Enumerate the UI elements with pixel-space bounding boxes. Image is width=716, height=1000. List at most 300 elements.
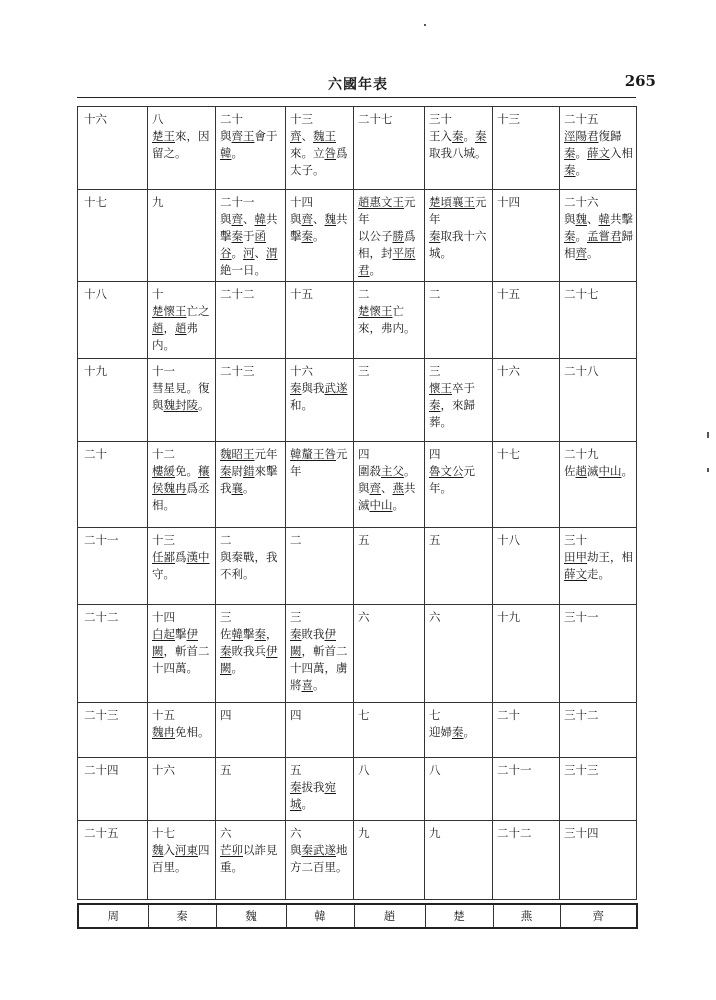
table-cell — [216, 359, 286, 442]
text-segment: 爲相，封 — [358, 229, 416, 260]
proper-name: 渭 — [266, 246, 278, 260]
proper-name: 薛文 — [587, 146, 610, 160]
text-segment: 三十三 — [564, 763, 599, 777]
cell-event-text — [358, 303, 421, 337]
text-segment: 三 — [429, 364, 441, 378]
cell-event-text — [290, 779, 350, 813]
table-cell — [354, 359, 425, 442]
proper-name: 韓 — [598, 212, 610, 226]
cell-event-text — [290, 128, 350, 179]
table-cell — [425, 821, 493, 900]
cell-year-line — [564, 111, 633, 128]
cell-year-line — [290, 825, 350, 842]
zhou-year-cell: 二十 — [78, 442, 148, 528]
text-segment: 、 — [313, 212, 325, 226]
text-segment: 二十二 — [497, 826, 532, 840]
text-segment: 亡來，弗内。 — [358, 304, 416, 335]
cell-year-line — [497, 363, 556, 380]
text-segment: 圍殺 — [358, 464, 381, 478]
cell-event-text — [290, 626, 350, 694]
text-segment: 二十一 — [220, 195, 255, 209]
table-cell — [286, 528, 354, 605]
table-row — [78, 190, 637, 282]
cell-year-line — [497, 762, 556, 779]
cell-year-line — [152, 111, 212, 128]
zhou-year-cell: 十八 — [78, 282, 148, 359]
table-cell — [493, 107, 560, 190]
table-cell — [425, 359, 493, 442]
text-segment: 共擊 — [290, 212, 348, 243]
cell-event-text — [429, 128, 489, 162]
cell-event-text — [429, 380, 489, 431]
cell-year-line — [220, 286, 282, 303]
table-cell — [148, 703, 216, 758]
cell-year-line — [220, 532, 282, 549]
cell-event-text — [220, 463, 282, 497]
text-segment: 二 — [220, 533, 232, 547]
proper-name: 魏冉 — [152, 725, 175, 739]
text-segment: ，斬首二十四萬。 — [152, 644, 210, 675]
cell-year-line — [290, 532, 350, 549]
text-segment: 九 — [358, 826, 370, 840]
text-segment: 四 — [290, 708, 302, 722]
table-cell — [216, 821, 286, 900]
cell-year-line — [290, 446, 350, 480]
cell-event-text — [358, 463, 421, 514]
table-cell — [216, 107, 286, 190]
text-segment: 十九 — [497, 610, 520, 624]
scan-speck — [707, 432, 709, 438]
cell-year-line — [429, 286, 489, 303]
table-cell — [148, 282, 216, 359]
table-cell — [493, 282, 560, 359]
text-segment: 彗星見。復與 — [152, 381, 210, 412]
cell-event-text — [220, 211, 282, 279]
table-cell — [560, 703, 637, 758]
text-segment: 擊 — [175, 627, 187, 641]
cell-year-line — [497, 609, 556, 626]
text-segment: 十三 — [290, 112, 313, 126]
text-segment: 三十 — [429, 112, 452, 126]
text-segment: 十四 — [152, 610, 175, 624]
text-segment: 。 — [313, 678, 325, 692]
header-rule — [77, 97, 636, 98]
text-segment: 。 — [575, 229, 587, 243]
text-segment: 。 — [243, 481, 255, 495]
proper-name: 齊 — [369, 481, 381, 495]
text-segment: ，斬首二十四萬，虜將 — [290, 644, 348, 692]
text-segment: 與 — [220, 129, 232, 143]
table-cell — [354, 821, 425, 900]
text-segment: 七 — [358, 708, 370, 722]
state-footer — [77, 903, 638, 929]
text-segment: 。 — [313, 229, 325, 243]
text-segment: 來，因留之。 — [152, 129, 210, 160]
text-segment: 敗我 — [301, 627, 325, 641]
proper-name: 秦 — [564, 229, 576, 243]
text-segment: 以詐見重。 — [220, 843, 278, 874]
table-cell — [425, 528, 493, 605]
table-cell — [560, 605, 637, 703]
footer-state-zhao: 趙 — [354, 904, 425, 928]
cell-year-line — [497, 194, 556, 211]
proper-name: 秦 — [452, 725, 464, 739]
cell-year-line — [290, 111, 350, 128]
cell-event-text — [429, 228, 489, 262]
text-segment: 擊 — [243, 627, 255, 641]
text-segment: 八 — [429, 763, 441, 777]
table-cell — [354, 190, 425, 282]
proper-name: 齊 — [575, 246, 587, 260]
text-segment: 二十二 — [220, 287, 255, 301]
table-cell — [425, 282, 493, 359]
table-cell — [354, 605, 425, 703]
proper-name: 孟嘗君 — [587, 229, 622, 243]
text-segment: 地方二百里。 — [290, 843, 348, 874]
proper-name: 秦 — [290, 627, 302, 641]
cell-year-line — [497, 825, 556, 842]
table-cell — [286, 442, 354, 528]
table-cell — [286, 758, 354, 821]
text-segment: 三十一 — [564, 610, 599, 624]
text-segment: 以公子 — [358, 229, 393, 243]
text-segment: 二十七 — [564, 287, 599, 301]
text-segment: 滅 — [587, 464, 599, 478]
table-cell — [493, 703, 560, 758]
text-segment: 取我八城。 — [429, 146, 487, 160]
proper-name: 齊 — [290, 129, 302, 143]
proper-name: 函谷 — [220, 229, 266, 260]
footer-state-qin: 秦 — [148, 904, 216, 928]
zhou-year-cell: 二十二 — [78, 605, 148, 703]
text-segment: 二十 — [220, 112, 243, 126]
zhou-year-cell: 十九 — [78, 359, 148, 442]
cell-year-line — [564, 707, 633, 724]
text-segment: 。 — [463, 725, 475, 739]
cell-year-line — [220, 707, 282, 724]
text-segment: 三十二 — [564, 708, 599, 722]
text-segment: 來擊我 — [220, 464, 278, 495]
cell-year-line — [220, 762, 282, 779]
proper-name: 齊王 — [231, 129, 255, 143]
text-segment: 走。 — [587, 567, 610, 581]
cell-year-line — [429, 707, 489, 724]
table-cell — [425, 442, 493, 528]
proper-name: 楚懷王 — [358, 304, 393, 318]
text-segment: 來。立 — [290, 146, 325, 160]
proper-name: 白起 — [152, 627, 175, 641]
text-segment: 。 — [369, 263, 381, 277]
text-segment: 二十九 — [564, 447, 599, 461]
text-segment: 。 — [587, 246, 599, 260]
text-segment: 卒于 — [452, 381, 475, 395]
zhou-year-cell: 十七 — [78, 190, 148, 282]
proper-name: 秦 — [290, 780, 302, 794]
proper-name: 秦 — [475, 129, 487, 143]
proper-name: 韓釐王 — [290, 447, 325, 461]
text-segment: 二十八 — [564, 364, 599, 378]
cell-year-line — [152, 194, 212, 211]
cell-year-line — [152, 825, 212, 842]
cell-event-text — [564, 463, 633, 480]
cell-event-text — [220, 549, 282, 583]
cell-year-line — [290, 194, 350, 211]
table-row — [78, 442, 637, 528]
text-segment: 六 — [358, 610, 370, 624]
cell-year-line — [290, 707, 350, 724]
proper-name: 中山 — [598, 464, 622, 478]
proper-name: 河東 — [175, 843, 198, 857]
cell-event-text — [564, 128, 633, 179]
text-segment: 二十六 — [564, 195, 599, 209]
proper-name: 涇陽君 — [564, 129, 599, 143]
text-segment: 十四 — [497, 195, 520, 209]
page-number: 265 — [624, 72, 656, 90]
table-row — [78, 282, 637, 359]
cell-year-line — [358, 762, 421, 779]
text-segment: 爲太子。 — [290, 146, 348, 177]
text-segment: 五 — [429, 533, 441, 547]
text-segment: 十五 — [497, 287, 520, 301]
cell-event-text — [152, 842, 212, 876]
table-row — [78, 821, 637, 900]
cell-year-line — [564, 446, 633, 463]
text-segment: 。 — [392, 498, 404, 512]
table-cell — [216, 703, 286, 758]
cell-year-line — [358, 363, 421, 380]
proper-name: 中山 — [369, 498, 393, 512]
proper-name: 平原君 — [358, 246, 416, 277]
table-cell — [425, 703, 493, 758]
proper-name: 穰侯 — [152, 464, 210, 495]
proper-name: 韓 — [254, 212, 266, 226]
proper-name: 伊闕 — [220, 644, 278, 675]
text-segment: 二 — [429, 287, 441, 301]
proper-name: 秦 — [564, 146, 576, 160]
footer-state-han: 韓 — [286, 904, 354, 928]
text-segment: 王入 — [429, 129, 452, 143]
text-segment: 與我 — [301, 381, 325, 395]
text-segment: 二十七 — [358, 112, 393, 126]
text-segment: 八 — [152, 112, 164, 126]
text-segment: 十二 — [152, 447, 175, 461]
cell-event-text — [152, 626, 212, 677]
zhou-year-cell: 二十一 — [78, 528, 148, 605]
text-segment: 爲丞相。 — [152, 481, 210, 512]
text-segment: 于 — [243, 229, 255, 243]
text-segment: 和。 — [290, 398, 313, 412]
text-segment: 弗内。 — [152, 321, 198, 352]
text-segment: 與 — [290, 843, 302, 857]
cell-event-text — [152, 128, 212, 162]
table-cell — [148, 107, 216, 190]
proper-name: 秦 — [452, 129, 464, 143]
proper-name: 武遂 — [313, 843, 336, 857]
proper-name: 漢中 — [186, 550, 210, 564]
table-cell — [493, 359, 560, 442]
text-segment: 會于 — [254, 129, 278, 143]
text-segment: 九 — [429, 826, 441, 840]
text-segment: 二十 — [497, 708, 520, 722]
proper-name: 秦 — [429, 398, 441, 412]
table-cell — [560, 190, 637, 282]
text-segment: 三 — [220, 610, 232, 624]
text-segment: 十六 — [290, 364, 313, 378]
cell-event-text — [564, 211, 633, 262]
cell-year-line — [497, 707, 556, 724]
text-segment: 拔我 — [301, 780, 325, 794]
text-segment: 、 — [587, 212, 599, 226]
table-cell — [286, 282, 354, 359]
text-segment: 共擊 — [610, 212, 633, 226]
text-segment: 五 — [220, 763, 232, 777]
proper-name: 咎 — [324, 447, 336, 461]
table-cell — [148, 442, 216, 528]
text-segment: 。 — [575, 146, 587, 160]
proper-name: 趙 — [575, 464, 587, 478]
text-segment: 入 — [163, 843, 175, 857]
table-cell — [493, 528, 560, 605]
text-segment: 、 — [243, 212, 255, 226]
cell-year-line — [358, 825, 421, 842]
table-cell — [148, 758, 216, 821]
cell-year-line — [358, 111, 421, 128]
proper-name: 齊 — [301, 212, 313, 226]
text-segment: 四 — [429, 447, 441, 461]
text-segment: 。 — [575, 163, 587, 177]
proper-name: 楚懷王 — [152, 304, 187, 318]
text-segment: 佐 — [220, 627, 232, 641]
proper-name: 懷王 — [429, 381, 452, 395]
proper-name: 趙 — [152, 321, 164, 335]
text-segment: 亡之 — [186, 304, 210, 318]
table-cell — [286, 359, 354, 442]
table-cell — [148, 190, 216, 282]
cell-event-text — [290, 842, 350, 876]
text-segment: 共擊 — [220, 212, 278, 243]
table-cell — [216, 442, 286, 528]
table-cell — [286, 107, 354, 190]
text-segment: 十五 — [290, 287, 313, 301]
cell-event-text — [152, 549, 212, 583]
text-segment: 八 — [358, 763, 370, 777]
cell-year-line — [429, 111, 489, 128]
table-cell — [216, 605, 286, 703]
cell-year-line — [564, 286, 633, 303]
scan-speck — [424, 24, 426, 26]
proper-name: 秦 — [220, 644, 232, 658]
table-row — [78, 528, 637, 605]
scan-speck — [707, 468, 709, 472]
table-cell — [493, 190, 560, 282]
text-segment: 尉 — [231, 464, 243, 478]
proper-name: 秦 — [231, 229, 243, 243]
proper-name: 封陵 — [175, 398, 198, 412]
text-segment: 四 — [220, 708, 232, 722]
text-segment: 與 — [564, 212, 576, 226]
table-cell — [286, 821, 354, 900]
cell-year-line — [497, 111, 556, 128]
text-segment: 三十四 — [564, 826, 599, 840]
text-segment: 十八 — [497, 533, 520, 547]
proper-name: 襄 — [231, 481, 243, 495]
text-segment: 免。 — [175, 464, 198, 478]
proper-name: 秦 — [254, 627, 266, 641]
text-segment: 十四 — [290, 195, 313, 209]
cell-year-line — [220, 609, 282, 626]
cell-year-line — [497, 446, 556, 463]
text-segment: 元年 — [358, 195, 416, 226]
text-segment: 迎婦 — [429, 725, 452, 739]
cell-year-line — [564, 363, 633, 380]
proper-name: 宛城 — [290, 780, 336, 811]
cell-year-line — [220, 446, 282, 463]
text-segment: 十五 — [152, 708, 175, 722]
text-segment: 。 — [463, 129, 475, 143]
proper-name: 芒卯 — [220, 843, 243, 857]
text-segment: 敗我兵 — [231, 644, 266, 658]
proper-name: 魏 — [163, 398, 175, 412]
table-cell — [560, 758, 637, 821]
text-segment: 五 — [358, 533, 370, 547]
text-segment: 守。 — [152, 567, 175, 581]
text-segment: 六 — [290, 826, 302, 840]
text-segment: 二 — [290, 533, 302, 547]
table-row — [78, 758, 637, 821]
text-segment: 與 — [220, 212, 232, 226]
cell-event-text — [290, 380, 350, 414]
proper-name: 燕 — [392, 481, 404, 495]
table-cell — [493, 821, 560, 900]
text-segment: 十七 — [152, 826, 175, 840]
proper-name: 薛文 — [564, 567, 587, 581]
table-cell — [493, 442, 560, 528]
proper-name: 楚王 — [152, 129, 175, 143]
text-segment: 二十三 — [220, 364, 255, 378]
text-segment: 。與 — [358, 464, 416, 495]
table-row — [78, 703, 637, 758]
proper-name: 武遂 — [324, 381, 348, 395]
text-segment: 。 — [231, 661, 243, 675]
zhou-year-cell: 十六 — [78, 107, 148, 190]
text-segment: 入相 — [610, 146, 633, 160]
table-cell — [216, 282, 286, 359]
table-cell — [560, 282, 637, 359]
text-segment: 。 — [231, 146, 243, 160]
table-cell — [560, 528, 637, 605]
cell-year-line — [358, 446, 421, 463]
proper-name: 秦 — [220, 464, 232, 478]
proper-name: 咎 — [324, 146, 336, 160]
proper-name: 秦 — [301, 229, 313, 243]
chronology-table — [77, 106, 637, 900]
footer-state-wei: 魏 — [216, 904, 286, 928]
table-cell — [286, 190, 354, 282]
cell-event-text — [152, 463, 212, 514]
text-segment: 十三 — [152, 533, 175, 547]
proper-name: 魏 — [152, 843, 164, 857]
cell-event-text — [220, 626, 282, 677]
cell-event-text — [220, 842, 282, 876]
cell-event-text — [152, 380, 212, 414]
cell-year-line — [358, 532, 421, 549]
cell-event-text — [152, 724, 212, 741]
table-cell — [560, 442, 637, 528]
text-segment: 復歸 — [598, 129, 622, 143]
text-segment: 、 — [254, 246, 266, 260]
proper-name: 魏冉 — [163, 481, 187, 495]
cell-year-line — [220, 363, 282, 380]
